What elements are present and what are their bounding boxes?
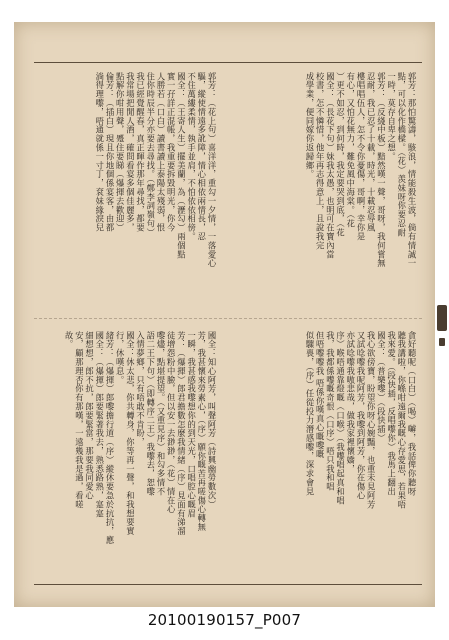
- text-line: 有心，又怕花無力，難免風中海棠。（花: [345, 72, 356, 229]
- section-divider: [34, 318, 422, 319]
- text-line: 我已經覺醒春，真正暉作那年尋找，都要: [135, 72, 146, 233]
- text-line: 不住萬縷柔情，執手並肩，不怕依依相傍。: [186, 72, 197, 242]
- text-line: 一瞬，我甚感我嚟想你的到天光，口唱腔心嘅眉: [186, 331, 197, 518]
- text-line: 郭芳：（反綫中板）黯然嘆一聲，哥呀，我何嘗無: [376, 72, 387, 268]
- text-line: 郭芳：（花上句）喜洋洋，重勾一夕情，一落愛心: [207, 72, 217, 268]
- text-line: 序）喉唔通靠燈嘅（口喉）（我嚟唱起真和唱: [335, 331, 346, 505]
- text-line: 成學業，便同嫁你返歸鄉。: [304, 72, 315, 179]
- text-line: 住你時辰半分亦要去尋找。（鄭李詞嶺句）: [145, 72, 156, 237]
- bottom-rule: [34, 584, 422, 585]
- text-line: 點，可以化作橋樑。（花）羡妹呀你要忍耐: [396, 72, 407, 237]
- text-line: 國全：（長花下句）妹我太愚，也明可在寶內當: [325, 72, 336, 259]
- lower-left-text-column: [41, 331, 217, 567]
- text-line: 我常場把閒人酒，確問看宴多個佳麗多，: [125, 72, 136, 233]
- text-line: 語二王下句）（即轉序二王）我嚟去，恕嚟: [145, 331, 156, 496]
- text-line: 我心欲傍寶，盼望你呀心婉豔，也重未見阿芳: [366, 331, 377, 509]
- text-line: 亦試唸嚟我嗷悲哉，做我家裡懷嬌，: [345, 331, 356, 474]
- text-line: 芳，我甚懷來勞素心，（序）願你嘅苦再嗟傷心轉無: [196, 331, 207, 532]
- text-line: 似驟喪，（序）任從投力潛感嚟，深求會見: [304, 331, 315, 496]
- text-line: 國全：休太悲，你共轉身，你等再一聲，和我想要實: [125, 331, 136, 536]
- text-line: 國全：（普樂嚟）（段快插）: [376, 331, 387, 443]
- text-line: 芳：（爆揮）郎君擔數怎麼我情緒（序）見面有涕溜: [176, 331, 187, 536]
- text-line: 故。: [64, 331, 75, 349]
- text-line: 忍耐，我已忍了十載，時光，十載忍辱風: [366, 72, 377, 233]
- scanned-page: [14, 22, 435, 607]
- text-line: 又試唸嚟我呢阿芳，我嚟到阿芳，你在傷心: [355, 331, 366, 501]
- text-line: 嚟燼，點堪提望。（又重見序）和勾多情不: [155, 331, 166, 496]
- text-line: 淌得理嚟，唔通就係一寸丁，袞妹緣淚兒: [94, 72, 105, 233]
- text-line: 國全：（爆揮）郎要緊著我去，熟悉路熟，寔寔: [94, 331, 105, 518]
- text-line: 樓唱唱伍人，怎不令你憂傷，哥啊，幸你是: [355, 72, 366, 242]
- text-line: 入情夢鄉，只有唔敢不肯盼，: [135, 331, 146, 447]
- archive-id-caption: 20100190157_P007: [147, 611, 302, 629]
- text-line: 一時，莫存自卑之想。: [386, 72, 397, 161]
- text-line: 驅，縱使情遠多訛障，情心相依兩情長，忍: [196, 72, 207, 242]
- text-line: 我，我都係嚟嘅奇恨（口序）唔只我和唱: [325, 331, 336, 492]
- edge-ink-mark-small: [439, 338, 445, 346]
- text-line: 但唔嚟嚟我 唔係你嘆真心嘅嚟嘅: [315, 331, 326, 459]
- text-line: 校書，怎不憐惜，他年再志得意上，且說我完: [315, 72, 326, 250]
- text-line: 國全：知心阿芳，叫聲阿芳（詩興幽勞數次）: [207, 331, 217, 509]
- top-rule: [34, 62, 422, 63]
- text-line: 點解你咁用聲，蹙住要睇（爆揮去歡迎）: [115, 72, 126, 233]
- text-line: ）更不如忍，到何時，我定要哭到底，（花: [335, 72, 346, 237]
- upper-left-text-column: [41, 72, 217, 308]
- lower-right-text-column: [236, 331, 417, 567]
- text-line: 我來愛。（段快插，反唱嚟你）我馬上翻出: [386, 331, 397, 496]
- text-line: 聽我講啦，你喺咁遠爾我嘅心存愛思，若果唔: [396, 331, 407, 509]
- text-line: 國全：（王寄人生）擺美蘭，為（瀝勾）兩個點: [176, 72, 187, 259]
- text-line: 貪好聽呢（口白）（喝）嚹，我話俾你聽呀: [407, 331, 417, 496]
- edge-ink-mark: [437, 305, 447, 331]
- text-line: 行，休嘆息。: [115, 331, 126, 385]
- text-line: 實一孖詳正混帳，我重要拆毀明光，你今: [166, 72, 177, 233]
- text-line: 郭芳：那怕驚濤，駭浪，情能殺生波，倘有情誠一: [407, 72, 417, 268]
- upper-right-text-column: [236, 72, 417, 308]
- text-line: 安，顧那理否你有那嘆，一遠幾我是過，看嗟: [74, 331, 85, 509]
- text-line: 細想想，郎不抗，郎要緊當，那要我同愛心: [84, 331, 95, 501]
- text-line: 徒增怨粉中臉，但以安一去渺渺，（花）情在心: [166, 331, 177, 514]
- text-line: 倫芳：（插白）現且你地個係宴客，由都: [104, 72, 115, 233]
- text-line: 緒芳：（爆揮）郎嚟擔行道（序）縱休要急於抗抗，應: [104, 331, 115, 545]
- text-line: 人勝若（口白）讀書讀上泰陽太殘弱，恨: [155, 72, 166, 233]
